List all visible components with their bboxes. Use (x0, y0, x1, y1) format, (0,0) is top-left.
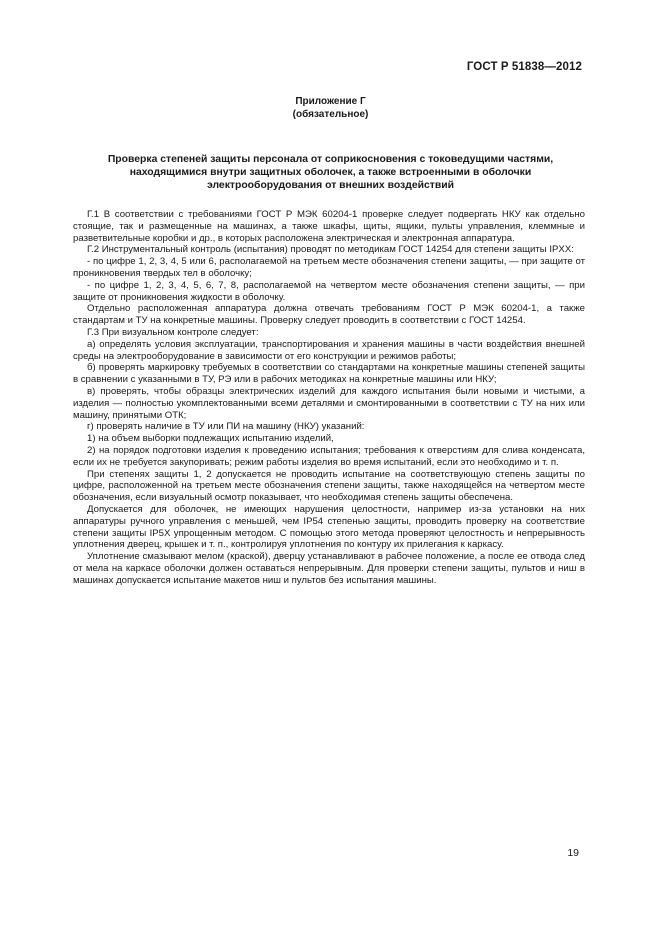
section-title-line: находящимися внутри защитных оболочек, а также встроенными в оболочки (129, 167, 532, 178)
section-title-line: электрооборудования от внешних воздействий (206, 180, 455, 191)
page-number: 19 (567, 847, 579, 859)
paragraph-item: а) определять условия эксплуатации, транспортирования и хранения машины в части воздействия внешней среды на электрооборудование в зависимости от его конструкции и режимов работы; (73, 338, 585, 362)
paragraph: При степенях защиты 1, 2 допускается не проводить испытание на соответствующую степень защиты по цифре, расположенной на третьем месте обозначения степени защиты, также находящейся на четвертом месте обозначения, если визуальный осмотр показывает, что необходимая степень защиты обеспечена. (73, 468, 585, 504)
paragraph-item: в) проверять, чтобы образцы электрических изделий для каждого испытания были новыми и чистыми, а изделия — полностью укомплектованными всеми деталями и смонтированными в соответствии с ТУ на них или машину, принятыми ОТК; (73, 385, 585, 421)
document-body (73, 209, 585, 587)
paragraph-item: б) проверять маркировку требуемых в соответствии со стандартами на конкретные машины степеней защиты в сравнении с указанными в ТУ, РЭ или в рабочих методиках на конкретные машины или НКУ; (73, 362, 585, 386)
paragraph-item: - по цифре 1, 2, 3, 4, 5 или 6, располагаемой на третьем месте обозначения степени защиты, — при защите от проникновения твердых тел в оболочку; (73, 256, 585, 279)
section-title-line: Проверка степеней защиты персонала от соприкосновения с токоведущими частями, (107, 154, 554, 165)
paragraph-g3: Г.3 При визуальном контроле следует: (87, 326, 259, 338)
document-code: ГОСТ Р 51838—2012 (466, 61, 582, 73)
section-title (70, 153, 591, 192)
appendix-heading (0, 95, 661, 121)
paragraph-g2: Г.2 Инструментальный контроль (испытания) проводят по методикам ГОСТ 14254 для степени защиты IPXX: (87, 244, 574, 256)
paragraph-item: 2) на порядок подготовки изделия к проведению испытания; требования к отверстиям для слива конденсата, если их не требуется закупоривать; режим работы изделия во время испытаний, если это необходимо и т. п. (73, 444, 585, 468)
appendix-status: (обязательное) (292, 109, 369, 120)
paragraph-g1: Г.1 В соответствии с требованиями ГОСТ Р МЭК 60204-1 проверке следует подвергать НКУ как отдельно стоящие, так и размещенные на машинах, а также шкафы, щиты, ящики, пульты управления, клеммные и разветвительные коробки и др., в которых расположена электрическая и электронная аппаратура. (73, 209, 585, 244)
appendix-title: Приложение Г (295, 96, 366, 107)
paragraph: Отдельно расположенная аппаратура должна отвечать требованиям ГОСТ Р МЭК 60204-1, а также стандартам и ТУ на конкретные машины. Проверку следует проводить в соответствии с ГОСТ 14254. (73, 303, 585, 327)
paragraph-item: 1) на объем выборки подлежащих испытанию изделий, (87, 433, 334, 445)
paragraph-item: г) проверять наличие в ТУ или ПИ на машину (НКУ) указаний: (87, 421, 365, 433)
paragraph-item: - по цифре 1, 2, 3, 4, 5, 6, 7, 8, располагаемой на четвертом месте обозначения степени защиты, — при защите от проникновения жидкости в оболочку. (73, 279, 585, 303)
paragraph: Уплотнение смазывают мелом (краской), дверцу устанавливают в рабочее положение, а после ее отвода след от мела на каркасе оболочки должен оставаться непрерывным. Для проверки степени защиты, пультов и ниш в машинах допускается испытание макетов ниш и пультов без испытания машины. (73, 551, 585, 586)
paragraph: Допускается для оболочек, не имеющих нарушения целостности, например из-за установки на них аппаратуры ручного управления с меньшей, чем IP54 степенью защиты, проводить проверку на соответствие степени защиты IP5X упрощенным методом. С помощью этого метода проверяют целостность и непрерывность уплотнения дверец, крышек и т. п., контролируя уплотнения по контуру их прилегания к каркасу. (73, 503, 585, 551)
